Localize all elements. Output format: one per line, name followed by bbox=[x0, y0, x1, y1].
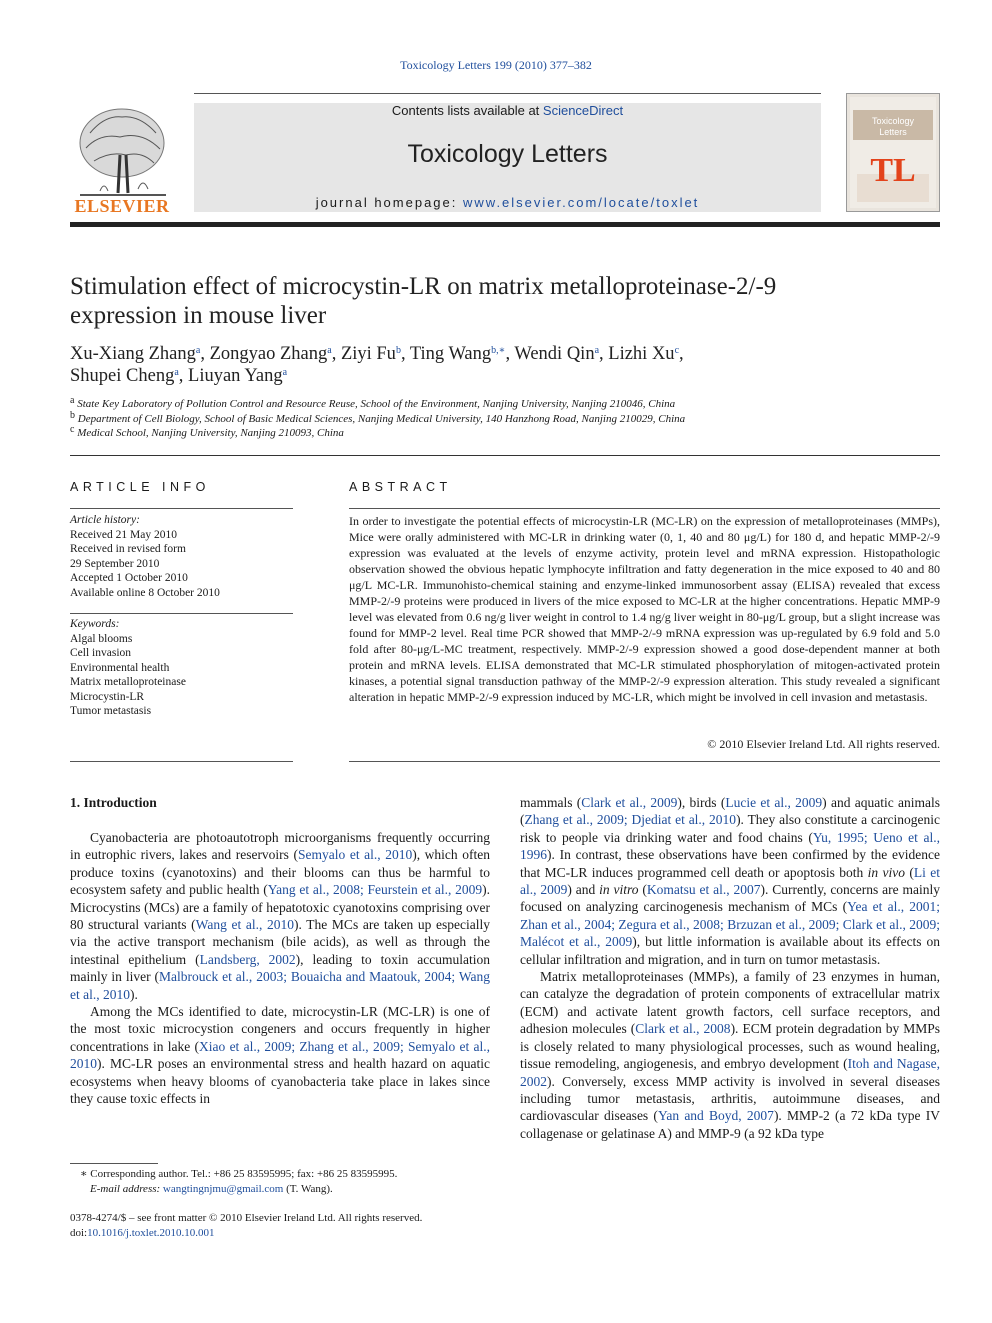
body-text: ), leading to toxin accumulation mainly in liver ( bbox=[70, 951, 490, 985]
author: Liuyan Yang$^a$ bbox=[188, 366, 288, 386]
body-text: ). MC-LR poses an environmental stress and health hazard on aquatic ecosystems when heavy blooms of cyanobacteria take place in lakes since they cause toxic effects in bbox=[70, 1056, 490, 1107]
body-text: ), birds ( bbox=[677, 795, 726, 810]
history-item: Accepted 1 October 2010 bbox=[70, 572, 188, 584]
section-heading-introduction: 1. Introduction bbox=[70, 795, 157, 810]
body-text: ). ECM protein degradation by MMPs is closely related to many physiological processes, such as wound healing, tissue remodeling, angiogenesis, and embryo development ( bbox=[520, 1021, 941, 1072]
title-divider bbox=[70, 455, 940, 456]
body-text: ) and bbox=[567, 882, 600, 898]
author-list bbox=[70, 343, 940, 387]
body-column-right bbox=[520, 794, 940, 1142]
italic-text: in vivo bbox=[867, 864, 905, 880]
body-text: ). Conversely, excess MMP activity is involved in several diseases including tumor metastasis, arthritis, autoimmune diseases, and cardiovascular diseases ( bbox=[520, 1073, 940, 1124]
history-item: Available online 8 October 2010 bbox=[70, 586, 220, 599]
contents-prefix: Contents lists available at bbox=[391, 103, 543, 118]
keyword: Microcystin-LR bbox=[70, 690, 145, 703]
paragraph bbox=[520, 968, 940, 1142]
header-top-line bbox=[194, 93, 821, 94]
citation-link[interactable]: Clark et al., 2009 bbox=[581, 795, 678, 810]
paragraph bbox=[70, 1003, 490, 1107]
body-text: ( bbox=[638, 882, 647, 898]
body-text: ( bbox=[904, 864, 914, 880]
divider bbox=[70, 508, 293, 509]
italic-text: in vitro bbox=[599, 882, 639, 898]
author: Ting Wang$^{b,∗}$, bbox=[409, 344, 515, 364]
history-item: Received 21 May 2010 bbox=[70, 528, 177, 541]
cover-tl-mark: TL bbox=[870, 152, 916, 189]
paragraph bbox=[520, 794, 940, 968]
journal-homepage-line bbox=[194, 195, 821, 210]
history-item: Received in revised form bbox=[70, 543, 186, 555]
keyword: Cell invasion bbox=[70, 647, 132, 659]
body-text: mammals ( bbox=[520, 795, 582, 810]
abstract-copyright: © 2010 Elsevier Ireland Ltd. All rights reserved. bbox=[707, 737, 940, 751]
keyword: Algal blooms bbox=[70, 632, 133, 645]
citation-link[interactable]: Lucie et al., 2009 bbox=[725, 795, 823, 810]
keywords: Keywords: Algal blooms Cell invasion Environmental health Matrix metalloproteinase Microcystin-LR Tumor metastasis bbox=[70, 617, 293, 719]
sciencedirect-link[interactable]: ScienceDirect bbox=[542, 103, 624, 118]
history-item: 29 September 2010 bbox=[70, 557, 160, 570]
body-text: ). In contrast, these observations have been confirmed by the evidence that MC-LR induces programmed cell death or apoptosis both bbox=[520, 847, 940, 880]
body-text: ) and aquatic animals ( bbox=[520, 795, 940, 828]
body-text: ). Microcystins (MCs) are a family of hepatotoxic cyanotoxins comprising over 80 structural variants ( bbox=[70, 882, 490, 933]
citation-link[interactable]: Yang et al., 2008; Feurstein et al., 2009 bbox=[267, 882, 483, 898]
abstract-text: In order to investigate the potential effects of microcystin-LR (MC-LR) on the expression of metalloproteinases (MMPs), Mice were orally administered with MC-LR in drinking water (0, 1, 40 and 80 μg/L) for 180 d, and hepatic MMP-2/-9 expression was evaluated at the levels of enzyme activity, protein level and mRNA expression. Histopathologic observation showed the obvious hepatic lymphocyte infiltration and fatty degeneration in the mice exposed to 40 and 80 μg/L MC-LR. Immunohisto-chemical staining and enzyme-linked immunosorbent assay (ELISA) revealed that excess MMP-2/-9 proteins were produced in livers of the mice exposed to MC-LR at the higher concentrations. Hepatic MMP-9 level was elevated from 0.6 ng/g liver weight in control to 1.4 ng/g liver weight in 80-μg/L group, but a slight increase was found for MMP-2 level. Real time PCR showed that MMP-2/-9 mRNA expression was up-regulated by 6.9 fold and 5.0 fold after 80-μg/L-MC treatment, respectively. MMP-2/-9 expression showed a good dose-dependent manner at both protein and mRNA levels. ELISA demonstrated that MC-LR stimulated phosphorylation of mitogen-activated protein kinases, a potential signal transduction pathway of the MMP-2/-9 expression alteration. This study revealed a significant alteration in hepatic MMP-2/-9 expression induced by MC-LR, which might be involved in cell invasion and metastasis. bbox=[349, 514, 940, 704]
author: Xu-Xiang Zhang$^a$, bbox=[70, 344, 210, 364]
journal-citation[interactable]: Toxicology Letters 199 (2010) 377–382 bbox=[400, 58, 592, 72]
divider bbox=[349, 761, 940, 762]
cover-title: Toxicology Letters bbox=[871, 116, 915, 137]
homepage-prefix: journal homepage: bbox=[315, 195, 463, 210]
divider bbox=[70, 761, 293, 762]
author: Shupei Cheng$^a$, bbox=[70, 366, 189, 386]
doi-link[interactable]: 10.1016/j.toxlet.2010.10.001 bbox=[87, 1227, 215, 1239]
affiliation-c: $^c$ Medical School, Nanjing University, Nanjing 210093, China bbox=[70, 424, 344, 439]
citation-link[interactable]: Yea et al., 2001; Zhan et al., 2004; Zegura et al., 2008; Brzuzan et al., 2009; Clark et al., 2009; Malécot et al., 2009 bbox=[520, 899, 940, 950]
citation-link[interactable]: Xiao et al., 2009; Zhang et al., 2009; Semyalo et al., 2010 bbox=[70, 1038, 491, 1072]
elsevier-wordmark: ELSEVIER bbox=[74, 196, 170, 216]
body-text: ). Currently, concerns are mainly focused on analyzing carcinogenesis mechanism of MCs ( bbox=[520, 882, 941, 915]
front-matter: 0378-4274/$ – see front matter © 2010 Elsevier Ireland Ltd. All rights reserved. doi:10.1016/j.toxlet.2010.10.001 bbox=[70, 1212, 423, 1239]
citation-link[interactable]: Yan and Boyd, 2007 bbox=[657, 1108, 774, 1124]
article-info-heading: ARTICLE INFO bbox=[70, 480, 210, 494]
citation-link[interactable]: Yu, 1995; Ueno et al., 1996 bbox=[520, 829, 940, 863]
author: Ziyi Fu$^b$, bbox=[340, 344, 410, 364]
contents-available-line bbox=[194, 103, 821, 118]
footnote-rule bbox=[70, 1163, 158, 1164]
citation-link[interactable]: Li et al., 2009 bbox=[520, 864, 940, 898]
header-rule bbox=[70, 222, 940, 227]
citation-link[interactable]: Komatsu et al., 2007 bbox=[646, 882, 761, 898]
author: Zongyao Zhang$^a$, bbox=[209, 344, 341, 364]
citation-link[interactable]: Landsberg, 2002 bbox=[199, 951, 296, 967]
body-text: ), which often produce toxins (cyanotoxins) and their blooms can thus be harmful to ecosystem safety and public health ( bbox=[70, 847, 490, 898]
body-text: ). MMP-2 (a 72 kDa type IV collagenase or gelatinase A) and MMP-9 (a 92 kDa type bbox=[520, 1108, 940, 1141]
citation-link[interactable]: Clark et al., 2008 bbox=[635, 1021, 731, 1037]
email-link[interactable]: wangtingnjmu@gmail.com bbox=[162, 1183, 284, 1195]
divider bbox=[349, 508, 940, 509]
body-text: Cyanobacteria are photoautotroph microorganisms frequently occurring in eutrophic rivers, lakes and reservoirs ( bbox=[70, 830, 490, 863]
body-text: ). bbox=[130, 986, 138, 1002]
citation-link[interactable]: Itoh and Nagase, 2002 bbox=[520, 1056, 941, 1089]
affiliations bbox=[70, 397, 940, 441]
citation-link[interactable]: Wang et al., 2010 bbox=[195, 917, 295, 933]
body-column-left bbox=[70, 829, 490, 1108]
body-text: ). They also constitute a carcinogenic risk to people via drinking water and food chains ( bbox=[520, 812, 940, 845]
citation-link[interactable]: Malbrouck et al., 2003; Bouaicha and Maatouk, 2004; Wang et al., 2010 bbox=[70, 969, 491, 1002]
article-history: Article history: Received 21 May 2010 Received in revised form 29 September 2010 Accepted 1 October 2010 Available online 8 October 2010 bbox=[70, 513, 293, 600]
keyword: Environmental health bbox=[70, 661, 170, 674]
author: Wendi Qin$^a$, bbox=[514, 344, 609, 364]
article-title: Stimulation effect of microcystin-LR on matrix metalloproteinase-2/-9 expression in mouse liver bbox=[70, 273, 777, 329]
paragraph bbox=[70, 829, 490, 1003]
homepage-link[interactable]: www.elsevier.com/locate/toxlet bbox=[463, 195, 700, 210]
keyword: Tumor metastasis bbox=[70, 705, 152, 717]
citation-link[interactable]: Semyalo et al., 2010 bbox=[298, 847, 413, 863]
author: Lizhi Xu$^c$, bbox=[608, 344, 684, 364]
journal-name: Toxicology Letters bbox=[407, 140, 608, 168]
body-text: ), but little information is available about its effects on cellular infiltration and migration, and in turn on tumor metastasis. bbox=[520, 934, 940, 967]
citation-link[interactable]: Zhang et al., 2009; Djediat et al., 2010 bbox=[524, 812, 737, 828]
keyword: Matrix metalloproteinase bbox=[70, 676, 186, 688]
affiliation-b: $^b$ Department of Cell Biology, School of Basic Medical Sciences, Nanjing Medical University, 140 Hanzhong Road, Nanjing 210029, China bbox=[70, 409, 686, 425]
body-text: Matrix metalloproteinases (MMPs), a family of 23 enzymes in human, can catalyze the degradation of protein components of extracellular matrix (ECM) and activate latent growth factors, cell surface receptors, and adhesion molecules ( bbox=[520, 969, 940, 1037]
corresponding-author-footnote: ∗ Corresponding author. Tel.: +86 25 83595995; fax: +86 25 83595995. E-mail address: wangtingnjmu@gmail.com (T. Wang). bbox=[80, 1168, 398, 1195]
affiliation-a: $^a$ State Key Laboratory of Pollution Control and Resource Reuse, School of the Environment, Nanjing University, Nanjing 210046, China bbox=[70, 395, 676, 410]
abstract-heading: ABSTRACT bbox=[349, 480, 452, 494]
body-text: ). The MCs are taken up especially via the active transport mechanism (bile acids), as well as through the intestinal epithelium ( bbox=[70, 917, 490, 967]
divider bbox=[70, 613, 293, 614]
body-text: Among the MCs identified to date, microcystin-LR (MC-LR) is one of the most toxic microcystion congeners and occurs frequently in higher concentrations in lake ( bbox=[70, 1004, 490, 1054]
